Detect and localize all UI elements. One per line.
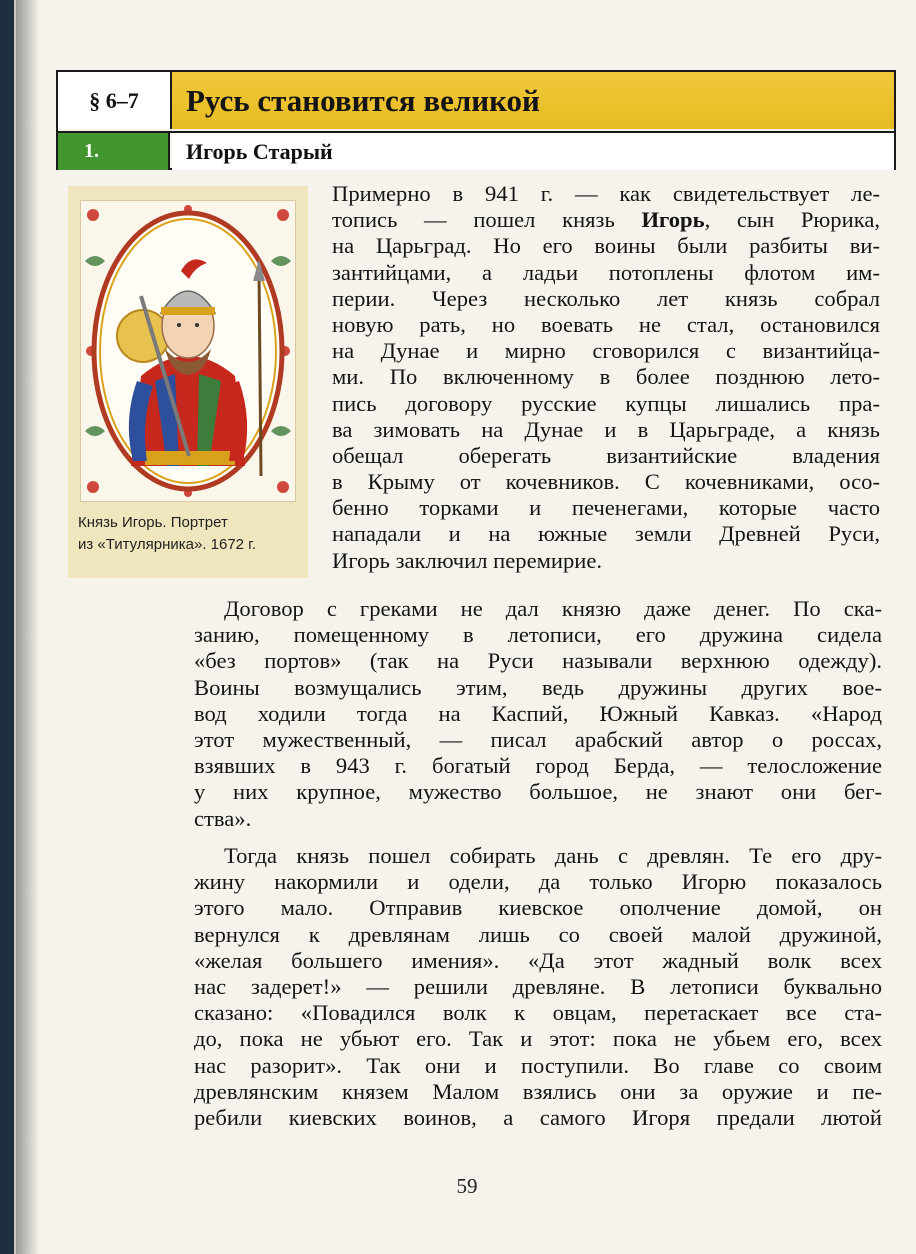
text-line: ми. По включенному в более позднюю лето-: [332, 364, 880, 390]
section-number: § 6–7: [58, 72, 172, 129]
textbook-page: [14, 0, 916, 1254]
text-line: этот мужественный, — писал арабский автор о россах,: [194, 726, 882, 752]
text-line: ва зимовать на Дунае и в Царьграде, а князь: [332, 416, 880, 442]
portrait-frame: [80, 200, 296, 502]
text-line: пись договору русские купцы лишались пра-: [332, 390, 880, 416]
text-span: , сын Рюрика,: [704, 207, 881, 233]
bold-name-igor: Игорь: [641, 207, 705, 233]
text-line: сказано: «Повадился волк к овцам, перетаскает все ста-: [194, 1000, 882, 1026]
paragraph-drevlians: [194, 843, 882, 1131]
text-line: «желая большего имения». «Да этот жадный волк всех: [194, 947, 882, 973]
chapter-title: Русь становится великой: [172, 72, 894, 129]
prince-igor-portrait-image: [81, 201, 295, 501]
caption-line: из «Титулярника». 1672 г.: [78, 536, 256, 553]
text-line: занию, помещенному в летописи, его дружина сидела: [194, 622, 882, 648]
text-line: этого мало. Отправив киевское ополчение домой, он: [194, 895, 882, 921]
spine-shadow: [16, 0, 40, 1254]
text-line: Договор с греками не дал князю даже денег. По ска-: [224, 596, 882, 621]
text-line: до, пока не убьют его. Так и этот: пока не убьем его, всех: [194, 1026, 882, 1052]
subsection-header-row: [58, 131, 894, 170]
paragraph-intro: [332, 181, 880, 574]
text-line: бенно торками и печенегами, которые часто: [332, 495, 880, 521]
caption-line: Князь Игорь. Портрет: [78, 514, 228, 531]
text-line: вод ходили тогда на Каспий, Южный Кавказ. «Народ: [194, 700, 882, 726]
text-span: топись — пошел князь: [332, 207, 642, 233]
text-line: Тогда князь пошел собирать дань с древлян. Те его дру-: [224, 843, 882, 868]
text-line: [332, 207, 880, 233]
text-line: Игорь заключил перемирие.: [332, 547, 603, 573]
portrait-caption: [78, 512, 302, 556]
page-number: 59: [456, 1174, 478, 1198]
text-line: Примерно в 941 г. — как свидетельствует ле-: [332, 181, 880, 206]
text-line: у них крупное, мужество большое, не знают они бег-: [194, 779, 882, 805]
text-line: на Царьград. Но его воины были разбиты ви-: [332, 233, 880, 259]
portrait-figure: [68, 186, 308, 578]
text-line: перии. Через несколько лет князь собрал: [332, 285, 880, 311]
text-line: взявших в 943 г. богатый город Берда, — телосложение: [194, 753, 882, 779]
text-line: ства».: [194, 805, 252, 831]
paragraph-treaty: [194, 596, 882, 832]
text-line: «без портов» (так на Руси называли верхнюю одежду).: [194, 648, 882, 674]
section-header-row: [58, 72, 894, 129]
text-line: нас разорит». Так они и поступили. Во главе со своим: [194, 1052, 882, 1078]
section-header: [56, 70, 896, 170]
text-line: жину накормили и одели, да только Игорю показалось: [194, 869, 882, 895]
text-line: обещал оберегать византийские владения: [332, 442, 880, 468]
text-line: ребили киевских воинов, а самого Игоря предали лютой: [194, 1104, 882, 1130]
text-line: вернулся к древлянам лишь со своей малой дружиной,: [194, 921, 882, 947]
subsection-title: Игорь Старый: [172, 133, 894, 170]
text-line: нас задерет!» — решили древляне. В летописи буквально: [194, 973, 882, 999]
text-line: новую рать, но воевать не стал, остановился: [332, 311, 880, 337]
subsection-number: 1.: [58, 133, 170, 170]
text-line: в Крыму от кочевников. С кочевниками, осо-: [332, 469, 880, 495]
text-line: Воины возмущались этим, ведь дружины других вое-: [194, 674, 882, 700]
text-line: на Дунае и мирно сговорился с византийца-: [332, 338, 880, 364]
text-line: зантийцами, а ладьи потоплены флотом им-: [332, 259, 880, 285]
text-line: нападали и на южные земли Древней Руси,: [332, 521, 880, 547]
text-line: древлянским князем Малом взялись они за оружие и пе-: [194, 1078, 882, 1104]
